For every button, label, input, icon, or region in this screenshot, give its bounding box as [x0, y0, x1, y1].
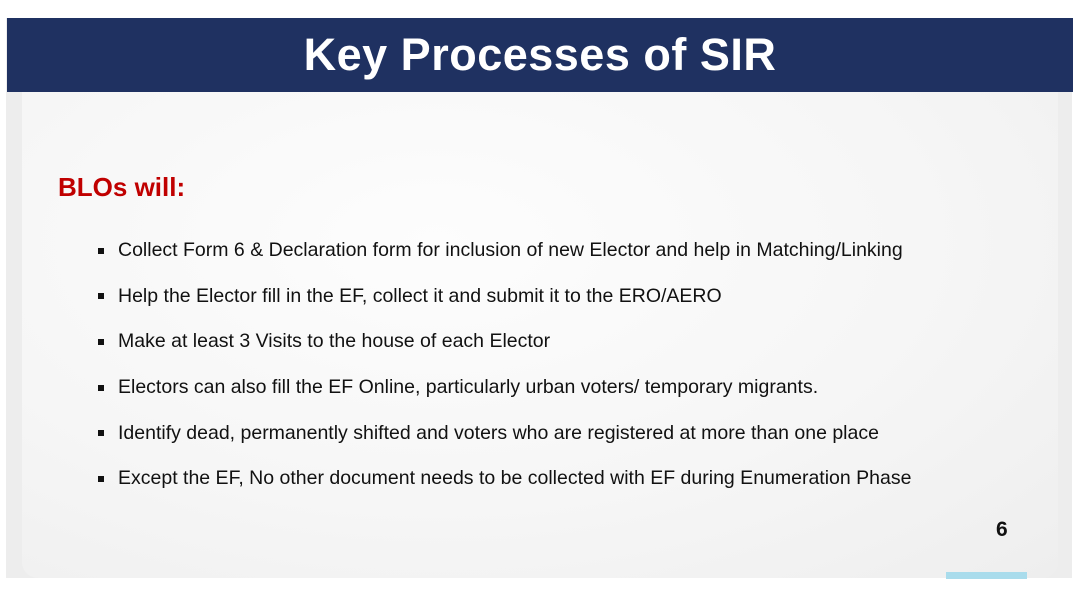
bullet-text: Make at least 3 Visits to the house of each Elector — [118, 330, 551, 353]
top-margin — [0, 0, 1080, 18]
bullet-text: Except the EF, No other document needs to be collected with EF during Enumeration Phase — [118, 467, 912, 490]
bullet-icon — [98, 476, 104, 482]
list-item — [98, 274, 911, 320]
page-number: 6 — [996, 518, 1008, 541]
bullet-icon — [98, 293, 104, 299]
bullet-text: Help the Elector fill in the EF, collect it and submit it to the ERO/AERO — [118, 284, 722, 307]
bullet-icon — [98, 339, 104, 345]
left-margin — [0, 0, 6, 599]
list-item — [98, 228, 911, 274]
bullet-text: Electors can also fill the EF Online, particularly urban voters/ temporary migrants. — [118, 376, 819, 399]
slide-title: Key Processes of SIR — [303, 29, 777, 80]
list-item — [98, 456, 911, 502]
bullet-list — [98, 228, 911, 502]
title-bar — [7, 18, 1073, 92]
bullet-icon — [98, 248, 104, 254]
list-item — [98, 410, 911, 456]
right-margin — [1072, 0, 1080, 599]
bullet-icon — [98, 385, 104, 391]
list-item — [98, 319, 911, 365]
bullet-text: Identify dead, permanently shifted and voters who are registered at more than one place — [118, 421, 879, 444]
accent-strip — [946, 572, 1027, 579]
list-item — [98, 365, 911, 411]
slide-subheading: BLOs will: — [58, 172, 186, 202]
bottom-margin — [0, 578, 1080, 599]
bullet-icon — [98, 430, 104, 436]
bullet-text: Collect Form 6 & Declaration form for inclusion of new Elector and help in Matching/Linking — [118, 239, 903, 262]
